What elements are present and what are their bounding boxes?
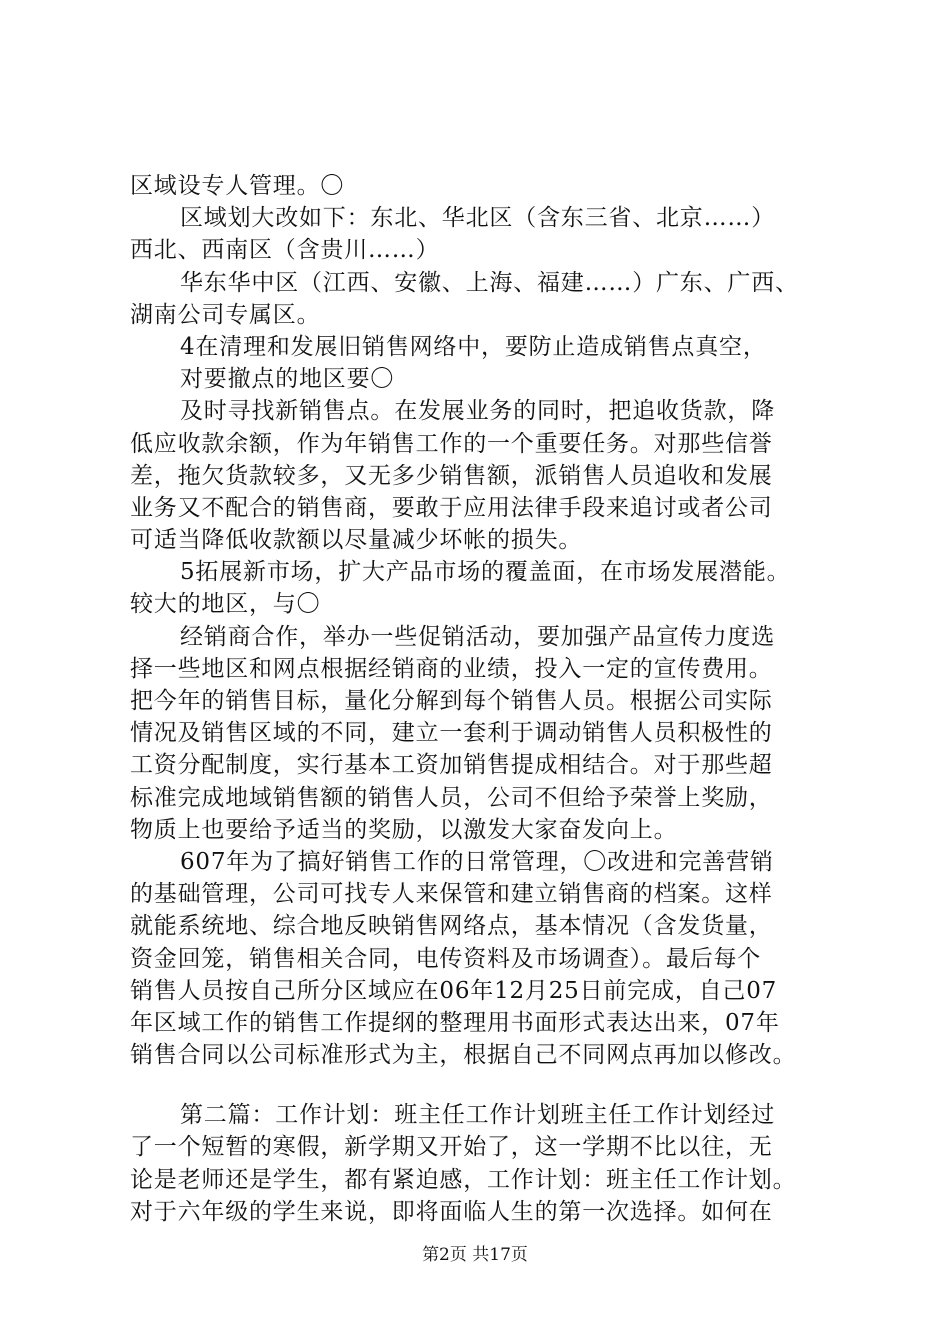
text-line: 年区域工作的销售工作提纲的整理用书面形式表达出来，07年 — [130, 1009, 780, 1036]
text-line: 对要撤点的地区要〇 — [180, 366, 395, 393]
text-line: 物质上也要给予适当的奖励，以激发大家奋发向上。 — [130, 816, 678, 843]
section-heading-line: 第二篇：工作计划：班主任工作计划班主任工作计划经过 — [180, 1102, 775, 1129]
text-line: 低应收款余额，作为年销售工作的一个重要任务。对那些信誉 — [130, 430, 773, 457]
text-line: 经销商合作，举办一些促销活动，要加强产品宣传力度选 — [180, 623, 775, 650]
text-line: 择一些地区和网点根据经销商的业绩，投入一定的宣传费用。 — [130, 655, 773, 682]
text-line: 了一个短暂的寒假，新学期又开始了，这一学期不比以往，无 — [130, 1134, 773, 1161]
section-gap — [130, 1071, 850, 1099]
text-line: 就能系统地、综合地反映销售网络点，基本情况（含发货量， — [130, 913, 773, 940]
text-line: 标准完成地域销售额的销售人员，公司不但给予荣誉上奖励， — [130, 784, 773, 811]
text-line: 西北、西南区（含贵川……） — [130, 237, 440, 264]
text-line: 业务又不配合的销售商，要敢于应用法律手段来追讨或者公司 — [130, 494, 773, 521]
text-line: 区域划大改如下：东北、华北区（含东三省、北京……） — [180, 205, 775, 232]
text-line: 可适当降低收款额以尽量减少坏帐的损失。 — [130, 527, 583, 554]
page-number-footer: 第2页 共17页 — [422, 1245, 528, 1265]
text-line: 的基础管理，公司可找专人来保管和建立销售商的档案。这样 — [130, 881, 773, 908]
text-line: 5拓展新市场，扩大产品市场的覆盖面，在市场发展潜能。 — [180, 559, 791, 586]
text-line: 607年为了搞好销售工作的日常管理，〇改进和完善营销 — [180, 848, 774, 875]
text-line: 区域设专人管理。〇 — [130, 173, 345, 199]
text-line: 情况及销售区域的不同，建立一套利于调动销售人员积极性的 — [130, 720, 773, 747]
text-line: 差，拖欠货款较多，又无多少销售额，派销售人员追收和发展 — [130, 462, 773, 489]
text-line: 工资分配制度，实行基本工资加销售提成相结合。对于那些超 — [130, 752, 773, 779]
text-line: 销售合同以公司标准形式为主，根据自己不同网点再加以修改。 — [130, 1042, 797, 1069]
text-line: 把今年的销售目标，量化分解到每个销售人员。根据公司实际 — [130, 688, 773, 714]
text-line: 销售人员按自己所分区域应在06年12月25日前完成，自己07 — [130, 977, 778, 1004]
text-line: 资金回笼，销售相关合同，电传资料及市场调查）。最后每个 — [130, 945, 762, 972]
text-line: 对于六年级的学生来说，即将面临人生的第一次选择。如何在 — [130, 1198, 773, 1225]
text-line: 湖南公司专属区。 — [130, 301, 321, 328]
text-line: 华东华中区（江西、安徽、上海、福建……）广东、广西、 — [180, 269, 799, 296]
text-line: 论是老师还是学生，都有紧迫感，工作计划：班主任工作计划。 — [130, 1166, 797, 1193]
text-line: 4在清理和发展旧销售网络中，要防止造成销售点真空， — [180, 333, 767, 360]
text-line: 及时寻找新销售点。在发展业务的同时，把追收货款，降 — [180, 398, 775, 425]
document-body — [130, 170, 850, 1228]
text-line: 较大的地区，与〇 — [130, 591, 321, 618]
